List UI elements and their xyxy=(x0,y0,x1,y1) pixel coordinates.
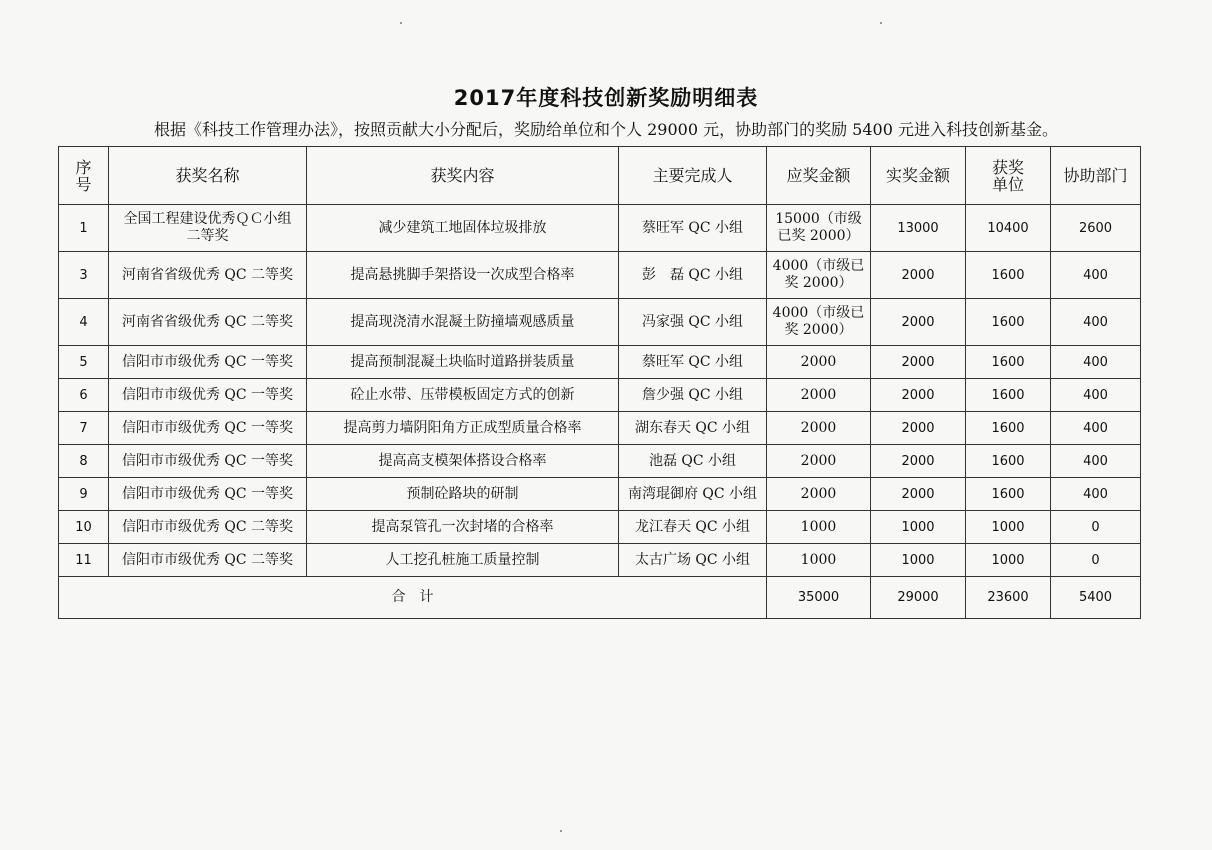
table-row xyxy=(59,445,1141,478)
cell-unit: 1600 xyxy=(966,252,1051,299)
cell-person: 詹少强 QC 小组 xyxy=(619,379,767,412)
cell-actual: 2000 xyxy=(871,346,966,379)
cell-person: 蔡旺军 QC 小组 xyxy=(619,346,767,379)
document-subtitle: 根据《科技工作管理办法》，按照贡献大小分配后，奖励给单位和个人 29000 元，协助部门的奖励 5400 元进入科技创新基金。 xyxy=(154,120,1058,139)
cell-content: 提高悬挑脚手架搭设一次成型合格率 xyxy=(307,252,619,299)
cell-seq: 1 xyxy=(59,205,109,252)
cell-dept: 400 xyxy=(1051,299,1141,346)
cell-person: 太古广场 QC 小组 xyxy=(619,544,767,577)
cell-award-name: 信阳市市级优秀 QC 一等奖 xyxy=(109,445,307,478)
cell-unit: 1600 xyxy=(966,346,1051,379)
cell-due: 2000 xyxy=(767,478,871,511)
total-dept: 5400 xyxy=(1051,577,1141,619)
header-actual: 实奖金额 xyxy=(871,147,966,205)
total-actual: 29000 xyxy=(871,577,966,619)
cell-unit: 1600 xyxy=(966,379,1051,412)
cell-dept: 0 xyxy=(1051,511,1141,544)
award-table xyxy=(58,146,1141,619)
cell-due: 1000 xyxy=(767,544,871,577)
cell-actual: 2000 xyxy=(871,379,966,412)
cell-award-name: 河南省省级优秀 QC 二等奖 xyxy=(109,299,307,346)
table-header-row xyxy=(59,147,1141,205)
cell-due: 1000 xyxy=(767,511,871,544)
table-row xyxy=(59,511,1141,544)
cell-actual: 13000 xyxy=(871,205,966,252)
cell-unit: 1600 xyxy=(966,299,1051,346)
table-row xyxy=(59,299,1141,346)
cell-dept: 400 xyxy=(1051,379,1141,412)
table-row xyxy=(59,379,1141,412)
cell-dept: 0 xyxy=(1051,544,1141,577)
cell-content: 提高泵管孔一次封堵的合格率 xyxy=(307,511,619,544)
cell-person: 彭 磊 QC 小组 xyxy=(619,252,767,299)
cell-person: 南湾琨御府 QC 小组 xyxy=(619,478,767,511)
header-content: 获奖内容 xyxy=(307,147,619,205)
cell-actual: 2000 xyxy=(871,445,966,478)
cell-seq: 5 xyxy=(59,346,109,379)
cell-unit: 10400 xyxy=(966,205,1051,252)
cell-award-name: 信阳市市级优秀 QC 二等奖 xyxy=(109,511,307,544)
cell-dept: 400 xyxy=(1051,252,1141,299)
cell-person: 湖东春天 QC 小组 xyxy=(619,412,767,445)
cell-dept: 2600 xyxy=(1051,205,1141,252)
table-row xyxy=(59,346,1141,379)
cell-award-name: 信阳市市级优秀 QC 一等奖 xyxy=(109,346,307,379)
cell-seq: 4 xyxy=(59,299,109,346)
scan-speck xyxy=(880,22,882,24)
cell-actual: 1000 xyxy=(871,511,966,544)
cell-actual: 2000 xyxy=(871,412,966,445)
cell-actual: 1000 xyxy=(871,544,966,577)
table-row xyxy=(59,478,1141,511)
scan-speck xyxy=(560,830,562,832)
header-seq: 序 号 xyxy=(59,147,109,205)
cell-unit: 1600 xyxy=(966,412,1051,445)
table-row xyxy=(59,205,1141,252)
scan-speck xyxy=(400,22,402,24)
cell-seq: 7 xyxy=(59,412,109,445)
cell-dept: 400 xyxy=(1051,478,1141,511)
cell-seq: 6 xyxy=(59,379,109,412)
table-row xyxy=(59,412,1141,445)
header-unit: 获奖 单位 xyxy=(966,147,1051,205)
cell-actual: 2000 xyxy=(871,478,966,511)
cell-unit: 1600 xyxy=(966,478,1051,511)
header-due: 应奖金额 xyxy=(767,147,871,205)
header-dept: 协助部门 xyxy=(1051,147,1141,205)
cell-content: 提高现浇清水混凝土防撞墙观感质量 xyxy=(307,299,619,346)
cell-seq: 8 xyxy=(59,445,109,478)
table-row xyxy=(59,252,1141,299)
total-due: 35000 xyxy=(767,577,871,619)
header-person: 主要完成人 xyxy=(619,147,767,205)
cell-seq: 10 xyxy=(59,511,109,544)
cell-content: 提高剪力墙阴阳角方正成型质量合格率 xyxy=(307,412,619,445)
cell-seq: 9 xyxy=(59,478,109,511)
cell-content: 提高预制混凝土块临时道路拼装质量 xyxy=(307,346,619,379)
cell-award-name: 全国工程建设优秀ＱＣ小组 二等奖 xyxy=(109,205,307,252)
cell-content: 人工挖孔桩施工质量控制 xyxy=(307,544,619,577)
cell-unit: 1600 xyxy=(966,445,1051,478)
cell-dept: 400 xyxy=(1051,346,1141,379)
cell-person: 池磊 QC 小组 xyxy=(619,445,767,478)
cell-due: 4000（市级已 奖 2000） xyxy=(767,252,871,299)
cell-content: 砼止水带、压带模板固定方式的创新 xyxy=(307,379,619,412)
cell-unit: 1000 xyxy=(966,544,1051,577)
cell-dept: 400 xyxy=(1051,412,1141,445)
cell-due: 15000（市级 已奖 2000） xyxy=(767,205,871,252)
cell-content: 预制砼路块的研制 xyxy=(307,478,619,511)
total-row xyxy=(59,577,1141,619)
total-unit: 23600 xyxy=(966,577,1051,619)
cell-due: 2000 xyxy=(767,379,871,412)
cell-person: 蔡旺军 QC 小组 xyxy=(619,205,767,252)
cell-content: 提高高支模架体搭设合格率 xyxy=(307,445,619,478)
cell-actual: 2000 xyxy=(871,299,966,346)
cell-award-name: 信阳市市级优秀 QC 一等奖 xyxy=(109,412,307,445)
cell-seq: 11 xyxy=(59,544,109,577)
cell-content: 减少建筑工地固体垃圾排放 xyxy=(307,205,619,252)
cell-award-name: 信阳市市级优秀 QC 一等奖 xyxy=(109,478,307,511)
cell-person: 冯家强 QC 小组 xyxy=(619,299,767,346)
cell-dept: 400 xyxy=(1051,445,1141,478)
cell-award-name: 信阳市市级优秀 QC 二等奖 xyxy=(109,544,307,577)
cell-unit: 1000 xyxy=(966,511,1051,544)
cell-actual: 2000 xyxy=(871,252,966,299)
table-body xyxy=(59,205,1141,577)
cell-seq: 3 xyxy=(59,252,109,299)
document-title: 2017年度科技创新奖励明细表 xyxy=(453,86,759,110)
cell-award-name: 河南省省级优秀 QC 二等奖 xyxy=(109,252,307,299)
cell-due: 2000 xyxy=(767,346,871,379)
cell-due: 2000 xyxy=(767,445,871,478)
cell-due: 4000（市级已 奖 2000） xyxy=(767,299,871,346)
cell-award-name: 信阳市市级优秀 QC 一等奖 xyxy=(109,379,307,412)
cell-due: 2000 xyxy=(767,412,871,445)
cell-person: 龙江春天 QC 小组 xyxy=(619,511,767,544)
header-award-name: 获奖名称 xyxy=(109,147,307,205)
total-label: 合 计 xyxy=(59,577,767,619)
table-row xyxy=(59,544,1141,577)
